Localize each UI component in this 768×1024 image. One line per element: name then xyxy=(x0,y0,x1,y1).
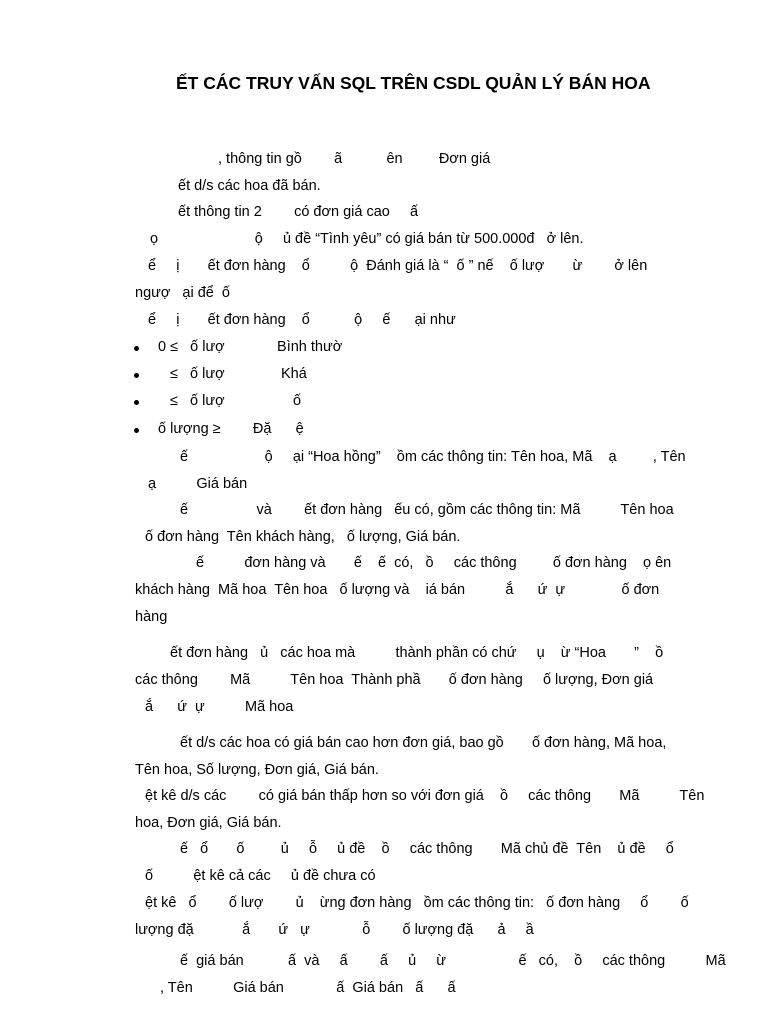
list-item: ≤ ố lượ ố xyxy=(170,393,302,409)
text-line: hoa, Đơn giá, Giá bán. xyxy=(135,815,282,831)
text-line: ết d/s các hoa đã bán. xyxy=(178,178,321,194)
text-line: ạ Giá bán xyxy=(148,476,248,492)
text-line: ết d/s các hoa có giá bán cao hơn đơn giá, bao gồ ố đơn hàng, Mã hoa, xyxy=(180,735,667,751)
text-line: ết đơn hàng ủ các hoa mà thành phần có chứ ụ ừ “Hoa ” ồ xyxy=(170,645,664,661)
text-line: hàng xyxy=(135,609,168,625)
text-line: ố đơn hàng Tên khách hàng, ố lượng, Giá bán. xyxy=(145,529,461,545)
bullet-icon xyxy=(134,400,139,405)
text-line: ắ ứ ự Mã hoa xyxy=(145,699,294,715)
text-line: ệt kê ổ ố lượ ủ ừng đơn hàng ồm các thông tin: ố đơn hàng ổ ố xyxy=(145,895,689,911)
text-line: ết thông tin 2 có đơn giá cao ấ xyxy=(178,204,419,220)
list-item: ≤ ố lượ Khá xyxy=(170,366,307,382)
bullet-icon xyxy=(134,428,139,433)
text-line: ế ổ ố ủ ỗ ủ đề ồ các thông Mã chủ đề Tên ủ đề ổ xyxy=(180,841,674,857)
text-line: ọ ộ ủ đề “Tình yêu” có giá bán từ 500.000đ ở lên. xyxy=(150,231,584,247)
text-line: lượng đặ ắ ứ ự ỗ ố lượng đặ ả ầ xyxy=(135,922,534,938)
list-item: ố lượng ≥ Đặ ệ xyxy=(158,421,304,437)
text-line: ế đơn hàng và ế ế có, ồ các thông ố đơn hàng ọ ên xyxy=(196,555,672,571)
text-line: ể ị ết đơn hàng ổ ộ Đánh giá là “ ố ” nế ố lượ ừ ở lên xyxy=(148,258,648,274)
bullet-icon xyxy=(134,346,139,351)
text-line: các thông Mã Tên hoa Thành phầ ố đơn hàng ố lượng, Đơn giá xyxy=(135,672,654,688)
text-line: khách hàng Mã hoa Tên hoa ố lượng và iá bán ắ ứ ự ố đơn xyxy=(135,582,660,598)
text-line: , thông tin gồ ã ên Đơn giá xyxy=(218,151,491,167)
text-line: ế giá bán ấ và ấ ấ ủ ừ ế có, ồ các thông Mã xyxy=(180,953,726,969)
text-line: ệt kê d/s các có giá bán thấp hơn so với đơn giá ồ các thông Mã Tên xyxy=(145,788,705,804)
text-line: ố ệt kê cả các ủ đề chưa có xyxy=(145,868,376,884)
text-line: ế và ết đơn hàng ếu có, gồm các thông tin: Mã Tên hoa xyxy=(180,502,674,518)
text-line: Tên hoa, Số lượng, Đơn giá, Giá bán. xyxy=(135,762,379,778)
bullet-icon xyxy=(134,373,139,378)
list-item: 0 ≤ ố lượ Bình thườ xyxy=(158,339,343,355)
text-line: ể ị ết đơn hàng ổ ộ ế ại như xyxy=(148,312,456,328)
text-line: ế ộ ại “Hoa hồng” ồm các thông tin: Tên hoa, Mã ạ , Tên xyxy=(180,449,686,465)
document-title: ẾT CÁC TRUY VẤN SQL TRÊN CSDL QUẢN LÝ BÁN HOA xyxy=(176,73,651,93)
text-line: , Tên Giá bán ấ Giá bán ấ ấ xyxy=(160,980,456,996)
text-line: ngượ ại để ố xyxy=(135,285,230,301)
